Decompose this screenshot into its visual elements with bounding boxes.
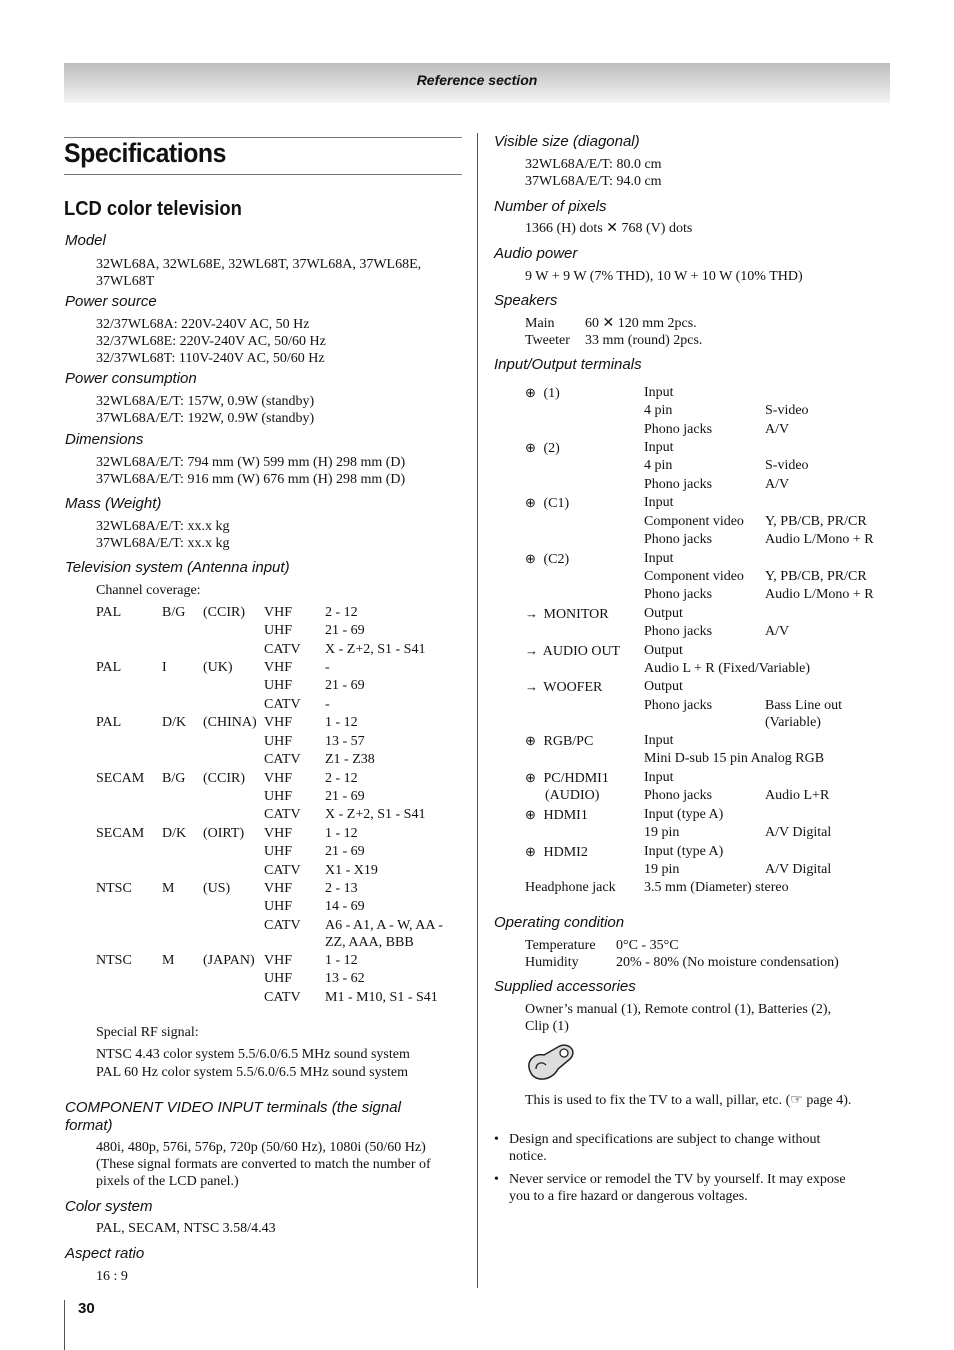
io-terminal [525, 787, 599, 804]
tv-channels: X - Z+2, S1 - S41 [325, 642, 426, 657]
io-type: Phono jacks [644, 477, 713, 492]
visible-size-heading: Visible size (diagonal) [494, 133, 640, 150]
io-terminal [525, 642, 620, 660]
io-terminal [525, 806, 588, 824]
io-spec: A/V [765, 477, 790, 492]
io-type: Component video [644, 514, 744, 529]
header-bar [64, 63, 890, 103]
audio-power-line: 9 W + 9 W (7% THD), 10 W + 10 W (10% THD) [525, 269, 803, 284]
speaker-value: 60 ✕ 120 mm 2pcs. [585, 316, 697, 331]
io-type: Phono jacks [644, 624, 713, 639]
tv-system-name: SECAM [96, 771, 145, 786]
power-consumption-line: 37WL68A/E/T: 192W, 0.9W (standby) [96, 411, 315, 426]
accessories-line: Clip (1) [525, 1019, 569, 1034]
io-terminal [525, 678, 602, 696]
input-icon: ⊕ [525, 440, 536, 455]
io-type: Input (type A) [644, 807, 724, 822]
input-icon: ⊕ [525, 385, 536, 400]
io-type: Phono jacks [644, 422, 713, 437]
io-terminal-label: HDMI1 [543, 808, 588, 823]
tv-standard: I [162, 660, 167, 675]
tv-channels: X1 - X19 [325, 863, 378, 878]
input-icon: ⊕ [525, 551, 536, 566]
tv-region: (OIRT) [203, 826, 245, 841]
io-type: Output [644, 679, 683, 694]
output-icon: → [525, 606, 538, 621]
tv-band: UHF [264, 971, 293, 986]
io-spec: S-video [765, 458, 809, 473]
model-heading: Model [65, 232, 106, 249]
pixels-heading: Number of pixels [494, 198, 607, 215]
tv-channels: 13 - 62 [325, 971, 365, 986]
io-spec: Audio L+R [765, 788, 830, 803]
io-terminal-label: (2) [543, 441, 560, 456]
accessories-heading: Supplied accessories [494, 978, 636, 995]
page-number: 30 [78, 1300, 95, 1317]
speaker-name: Tweeter [525, 333, 570, 348]
power-source-heading: Power source [65, 293, 157, 310]
tv-channels: 21 - 69 [325, 844, 365, 859]
tv-channels: 2 - 12 [325, 771, 358, 786]
tv-band: UHF [264, 734, 293, 749]
note-line: you to a fire hazard or dangerous voltages. [509, 1189, 748, 1204]
tv-channels: 2 - 12 [325, 605, 358, 620]
tv-system-name: PAL [96, 605, 122, 620]
dimensions-line: 37WL68A/E/T: 916 mm (W) 676 mm (H) 298 mm (D) [96, 472, 406, 487]
tv-band: CATV [264, 918, 301, 933]
power-source-line: 32/37WL68E: 220V-240V AC, 50/60 Hz [96, 334, 326, 349]
io-type: 19 pin [644, 862, 680, 877]
input-icon: ⊕ [525, 495, 536, 510]
io-terminal-label: Headphone jack [525, 880, 616, 895]
tv-channels: 1 - 12 [325, 715, 358, 730]
mass-line: 32WL68A/E/T: xx.x kg [96, 519, 230, 534]
power-source-line: 32/37WL68A: 220V-240V AC, 50 Hz [96, 317, 310, 332]
accessories-line: Owner’s manual (1), Remote control (1), Batteries (2), [525, 1002, 832, 1017]
tv-system-name: NTSC [96, 881, 132, 896]
tv-region: (CCIR) [203, 771, 245, 786]
io-spec: Audio L/Mono + R [765, 587, 874, 602]
io-type: Audio L + R (Fixed/Variable) [644, 661, 811, 676]
io-type: Phono jacks [644, 788, 713, 803]
mass-heading: Mass (Weight) [65, 495, 162, 512]
io-type: Mini D-sub 15 pin Analog RGB [644, 751, 825, 766]
io-spec: A/V Digital [765, 825, 832, 840]
io-terminal-label: RGB/PC [543, 734, 594, 749]
io-terminal-label: (AUDIO) [545, 788, 600, 803]
output-icon: → [525, 679, 538, 694]
visible-size-line: 32WL68A/E/T: 80.0 cm [525, 157, 662, 172]
io-terminal-label: (1) [543, 386, 560, 401]
io-terminal-label: WOOFER [543, 680, 603, 695]
special-rf-label: Special RF signal: [96, 1025, 199, 1040]
column-divider [477, 133, 478, 1288]
tv-channels: 21 - 69 [325, 678, 365, 693]
tv-system-name: PAL [96, 715, 122, 730]
tv-channels: ZZ, AAA, BBB [325, 935, 414, 950]
tv-band: UHF [264, 789, 293, 804]
tv-band: UHF [264, 899, 293, 914]
component-line: (These signal formats are converted to match the number of [96, 1157, 431, 1172]
section-subtitle: LCD color television [64, 198, 242, 220]
input-icon: ⊕ [525, 844, 536, 859]
io-type: 4 pin [644, 458, 673, 473]
io-spec: A/V [765, 422, 790, 437]
speakers-heading: Speakers [494, 292, 558, 309]
tv-channels: 14 - 69 [325, 899, 365, 914]
tv-system-name: NTSC [96, 953, 132, 968]
tv-channels: M1 - M10, S1 - S41 [325, 990, 438, 1005]
mass-line: 37WL68A/E/T: xx.x kg [96, 536, 230, 551]
io-type: 3.5 mm (Diameter) stereo [644, 880, 789, 895]
io-type: Input [644, 733, 674, 748]
tv-system-name: SECAM [96, 826, 145, 841]
io-type: Input (type A) [644, 844, 724, 859]
tv-channels: 2 - 13 [325, 881, 358, 896]
io-type: Input [644, 770, 674, 785]
io-type: 4 pin [644, 403, 673, 418]
power-consumption-line: 32WL68A/E/T: 157W, 0.9W (standby) [96, 394, 315, 409]
tv-standard: D/K [162, 826, 187, 841]
input-icon: ⊕ [525, 770, 536, 785]
io-type: Input [644, 440, 674, 455]
io-terminal [525, 494, 569, 512]
tv-channels: - [325, 660, 330, 675]
io-terminal [525, 384, 560, 402]
io-terminal-label: MONITOR [543, 607, 609, 622]
tv-system-name: PAL [96, 660, 122, 675]
tv-channels: Z1 - Z38 [325, 752, 375, 767]
io-terminal [525, 769, 609, 787]
tv-channels: - [325, 697, 330, 712]
io-terminal [525, 439, 560, 457]
tv-region: (JAPAN) [203, 953, 255, 968]
page-title: Specifications [64, 138, 226, 168]
io-type: Input [644, 495, 674, 510]
io-terminal [525, 843, 588, 861]
operating-value: 0°C - 35°C [616, 938, 679, 953]
input-icon: ⊕ [525, 733, 536, 748]
title-rule-bottom [64, 174, 462, 175]
io-spec: (Variable) [765, 715, 821, 730]
special-rf-line: PAL 60 Hz color system 5.5/6.0/6.5 MHz sound system [96, 1065, 409, 1080]
audio-power-heading: Audio power [494, 245, 578, 262]
tv-channels: A6 - A1, A - W, AA - [325, 918, 443, 933]
tv-band: UHF [264, 844, 293, 859]
io-spec: S-video [765, 403, 809, 418]
power-consumption-heading: Power consumption [65, 370, 197, 387]
component-heading: format) [65, 1117, 113, 1134]
clip-note: This is used to fix the TV to a wall, pillar, etc. (☞ page 4). [525, 1093, 852, 1108]
operating-name: Temperature [525, 938, 596, 953]
speaker-value: 33 mm (round) 2pcs. [585, 333, 703, 348]
io-type: Output [644, 643, 683, 658]
tv-region: (CHINA) [203, 715, 257, 730]
dimensions-line: 32WL68A/E/T: 794 mm (W) 599 mm (H) 298 mm (D) [96, 455, 406, 470]
io-spec: Audio L/Mono + R [765, 532, 874, 547]
tv-band: UHF [264, 678, 293, 693]
io-terminal-label: HDMI2 [543, 845, 588, 860]
io-type: Phono jacks [644, 532, 713, 547]
io-type: Phono jacks [644, 698, 713, 713]
io-spec: Bass Line out [765, 698, 842, 713]
tv-band: CATV [264, 807, 301, 822]
tv-standard: M [162, 953, 175, 968]
note-bullet: • [494, 1132, 499, 1147]
color-system-heading: Color system [65, 1198, 153, 1215]
tv-region: (UK) [203, 660, 233, 675]
operating-heading: Operating condition [494, 914, 625, 931]
tv-channels: X - Z+2, S1 - S41 [325, 807, 426, 822]
tv-standard: M [162, 881, 175, 896]
operating-name: Humidity [525, 955, 579, 970]
tv-channels: 1 - 12 [325, 826, 358, 841]
tv-region: (US) [203, 881, 231, 896]
note-line: notice. [509, 1149, 547, 1164]
page-number-rule [64, 1300, 65, 1350]
tv-channels: 1 - 12 [325, 953, 358, 968]
tv-band: UHF [264, 623, 293, 638]
tv-band: CATV [264, 863, 301, 878]
color-system-line: PAL, SECAM, NTSC 3.58/4.43 [96, 1221, 276, 1236]
tv-channels: 13 - 57 [325, 734, 365, 749]
io-terminal [525, 879, 616, 896]
input-icon: ⊕ [525, 807, 536, 822]
io-terminal-label: PC/HDMI1 [543, 771, 609, 786]
tv-channels: 21 - 69 [325, 623, 365, 638]
tv-band: VHF [264, 660, 293, 675]
component-line: 480i, 480p, 576i, 576p, 720p (50/60 Hz), 1080i (50/60 Hz) [96, 1140, 426, 1155]
output-icon: → [525, 643, 538, 658]
special-rf-line: NTSC 4.43 color system 5.5/6.0/6.5 MHz sound system [96, 1047, 410, 1062]
clip-illustration [524, 1041, 578, 1085]
io-spec: A/V Digital [765, 862, 832, 877]
component-line: pixels of the LCD panel.) [96, 1174, 239, 1189]
io-terminal-label: AUDIO OUT [542, 644, 621, 659]
io-terminal [525, 732, 593, 750]
io-spec: Y, PB/CB, PR/CR [765, 569, 867, 584]
io-spec: Y, PB/CB, PR/CR [765, 514, 867, 529]
speaker-name: Main [525, 316, 555, 331]
tv-band: CATV [264, 697, 301, 712]
io-heading: Input/Output terminals [494, 356, 642, 373]
tv-standard: B/G [162, 605, 186, 620]
pixels-line: 1366 (H) dots ✕ 768 (V) dots [525, 221, 693, 236]
aspect-ratio-line: 16 : 9 [96, 1269, 128, 1284]
component-heading: COMPONENT VIDEO INPUT terminals (the signal [65, 1099, 401, 1116]
visible-size-line: 37WL68A/E/T: 94.0 cm [525, 174, 662, 189]
channel-coverage-label: Channel coverage: [96, 583, 201, 598]
io-type: Input [644, 551, 674, 566]
dimensions-heading: Dimensions [65, 431, 144, 448]
note-line: Never service or remodel the TV by yourself. It may expose [509, 1172, 846, 1187]
note-bullet: • [494, 1172, 499, 1187]
operating-value: 20% - 80% (No moisture condensation) [616, 955, 839, 970]
power-source-line: 32/37WL68T: 110V-240V AC, 50/60 Hz [96, 351, 325, 366]
io-terminal [525, 550, 569, 568]
io-type: Output [644, 606, 683, 621]
tv-band: CATV [264, 752, 301, 767]
model-line: 37WL68T [96, 274, 155, 289]
tv-band: CATV [264, 990, 301, 1005]
io-type: Input [644, 385, 674, 400]
tv-band: VHF [264, 715, 293, 730]
io-type: Phono jacks [644, 587, 713, 602]
tv-system-heading: Television system (Antenna input) [65, 559, 290, 576]
model-line: 32WL68A, 32WL68E, 32WL68T, 37WL68A, 37WL68E, [96, 257, 422, 272]
tv-band: CATV [264, 642, 301, 657]
tv-band: VHF [264, 881, 293, 896]
tv-band: VHF [264, 826, 293, 841]
io-terminal [525, 605, 609, 623]
note-line: Design and specifications are subject to change without [509, 1132, 821, 1147]
tv-standard: B/G [162, 771, 186, 786]
tv-standard: D/K [162, 715, 187, 730]
tv-region: (CCIR) [203, 605, 245, 620]
aspect-ratio-heading: Aspect ratio [65, 1245, 145, 1262]
io-type: 19 pin [644, 825, 680, 840]
section-title: Reference section [416, 72, 538, 88]
io-spec: A/V [765, 624, 790, 639]
tv-band: VHF [264, 605, 293, 620]
tv-band: VHF [264, 953, 293, 968]
io-terminal-label: (C1) [543, 496, 570, 511]
tv-channels: 21 - 69 [325, 789, 365, 804]
io-terminal-label: (C2) [543, 552, 570, 567]
io-type: Component video [644, 569, 744, 584]
tv-band: VHF [264, 771, 293, 786]
